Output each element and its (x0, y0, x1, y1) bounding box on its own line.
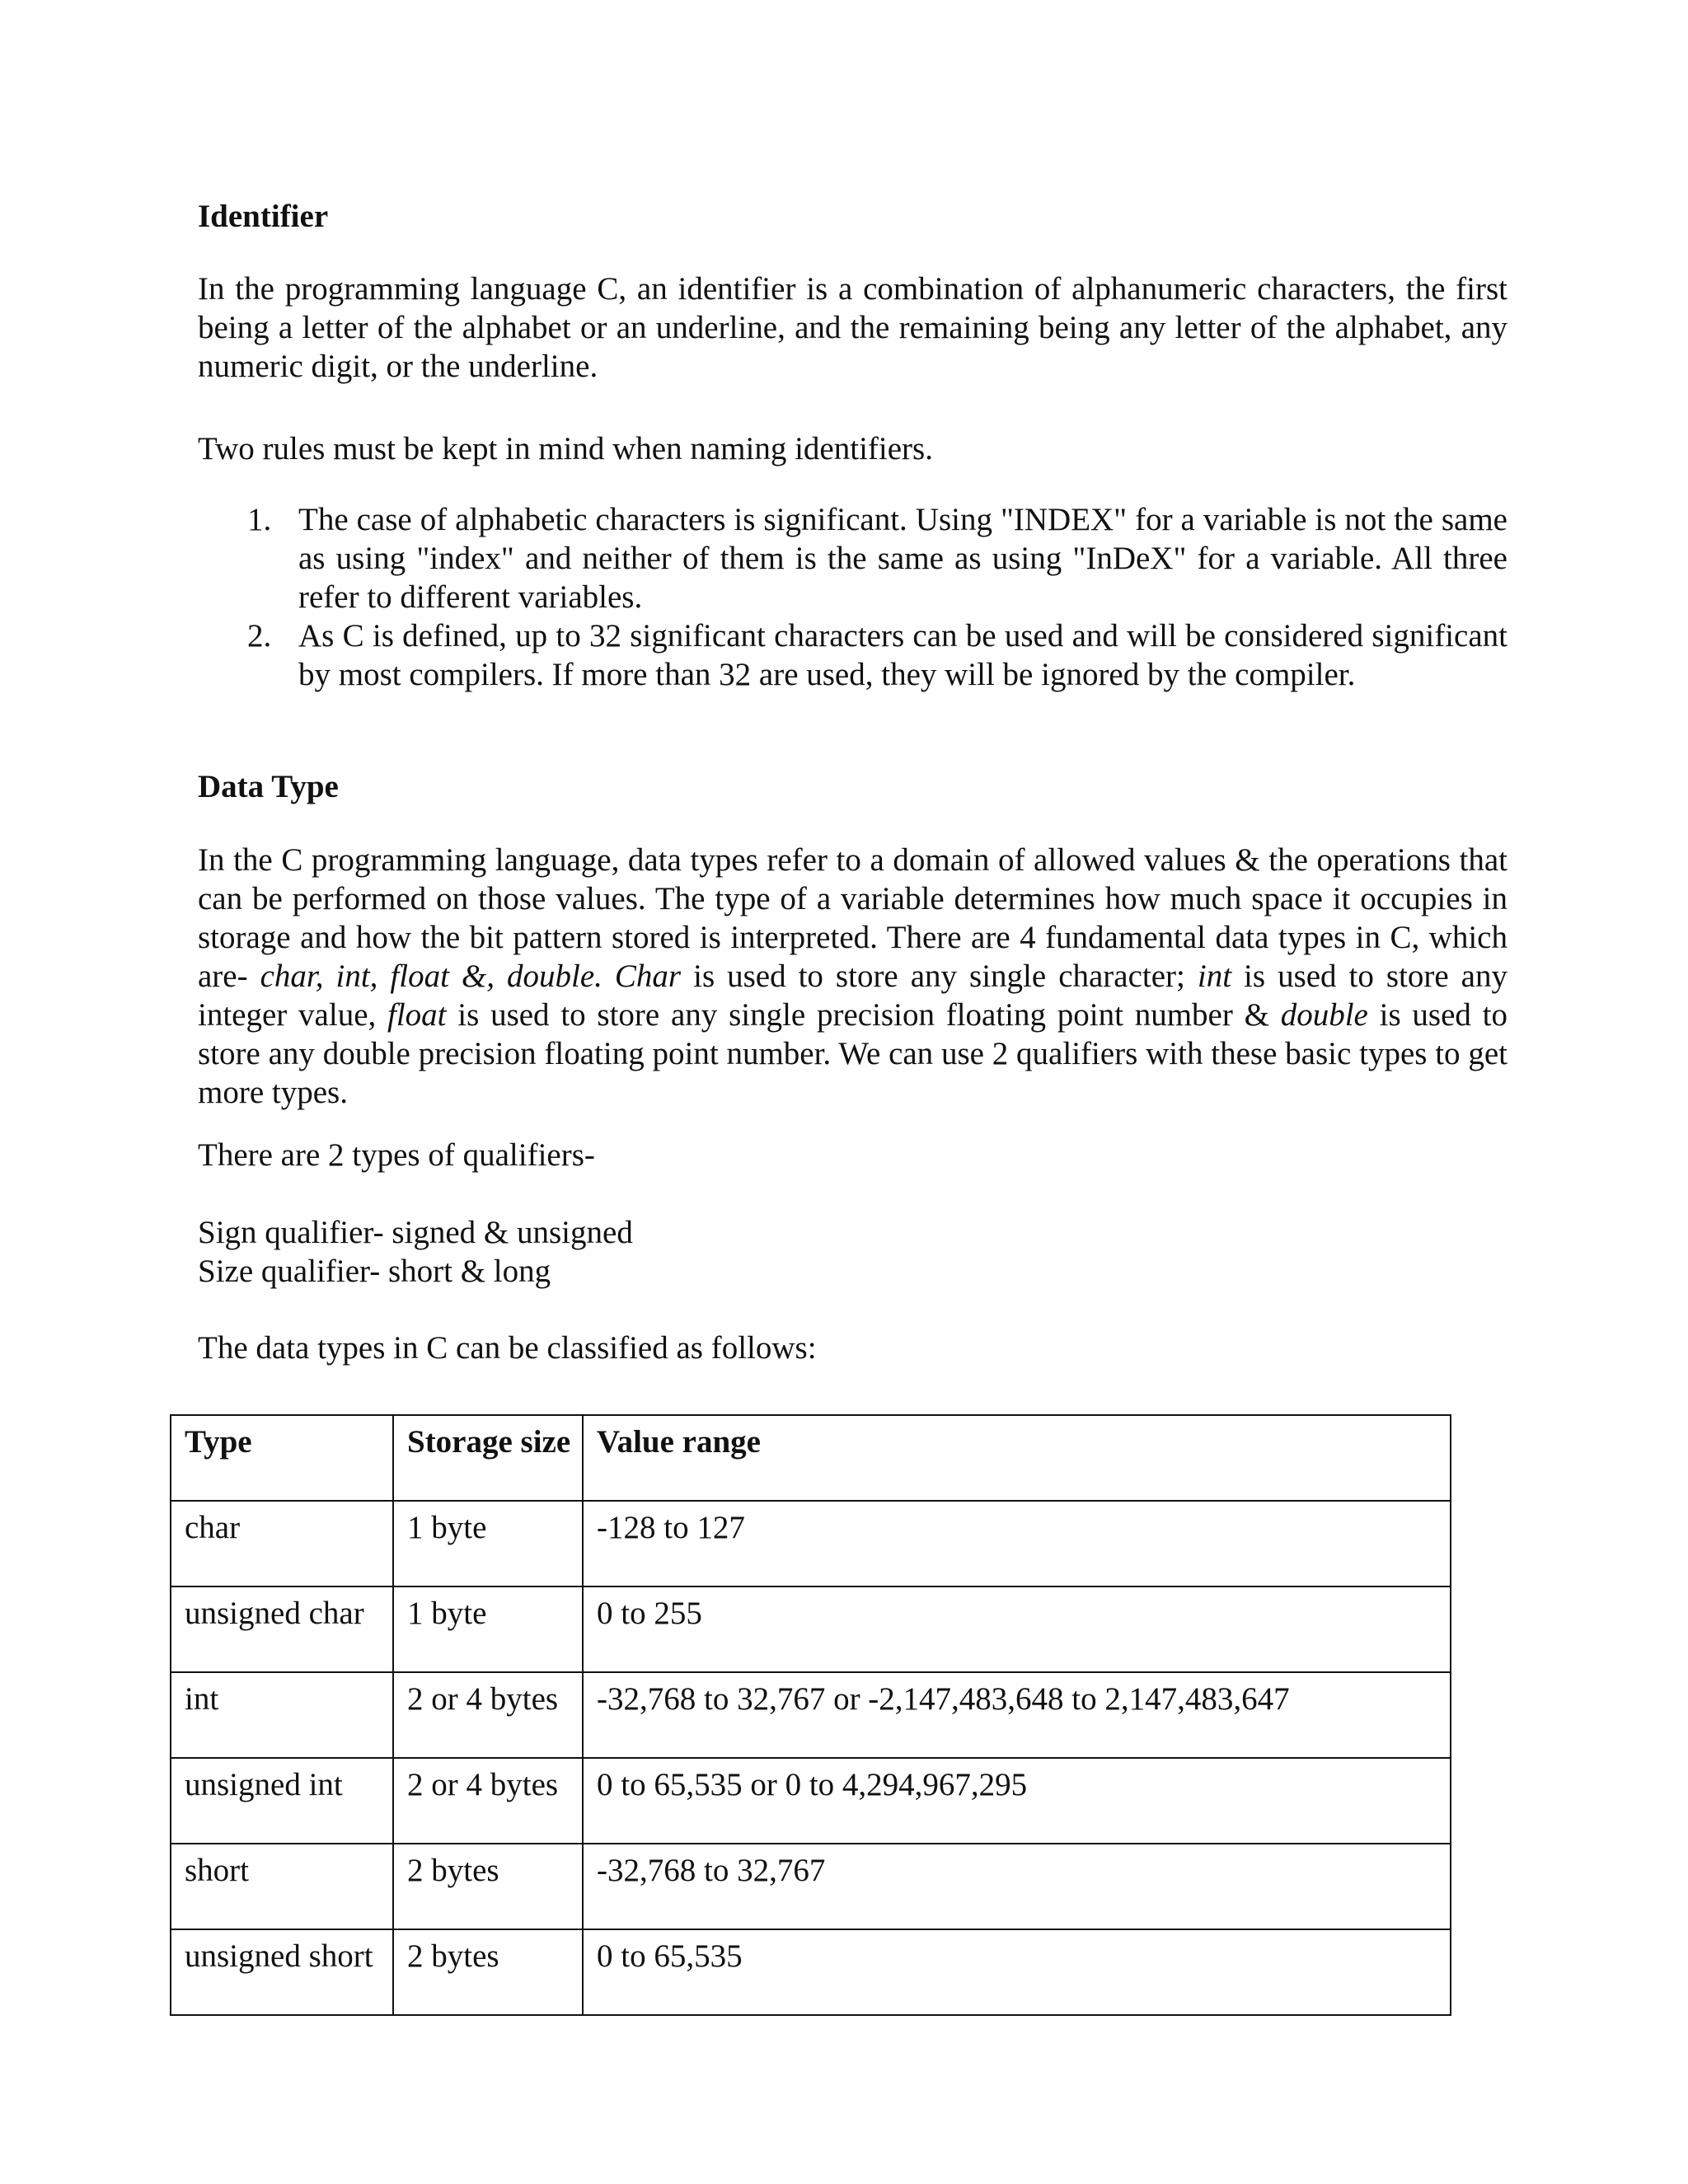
rules-list (198, 500, 1507, 694)
cell-storage-size: 1 byte (393, 1501, 583, 1586)
table-intro: The data types in C can be classified as follows: (198, 1330, 817, 1366)
rule-number: 1. (247, 502, 272, 537)
cell-value-range: 0 to 255 (583, 1586, 1451, 1672)
cell-type: char (171, 1501, 393, 1586)
cell-type: short (171, 1844, 393, 1929)
rule-item (198, 616, 1507, 694)
identifier-heading: Identifier (198, 199, 329, 234)
sign-qualifier-line: Sign qualifier- signed & unsigned (198, 1215, 633, 1250)
rules-intro: Two rules must be kept in mind when naming identifiers. (198, 431, 933, 466)
column-header-storage-size: Storage size (393, 1415, 583, 1501)
paragraph-text: is used to store any single character; (681, 958, 1198, 994)
column-header-value-range: Value range (583, 1415, 1451, 1501)
column-header-type: Type (171, 1415, 393, 1501)
paragraph-text: is used to store any double precision floating point number. We can use 2 qualifiers with these basic types to get more types. (198, 997, 1508, 1110)
table-header-row (171, 1415, 1451, 1501)
data-type-heading: Data Type (198, 769, 339, 804)
table-row (171, 1758, 1451, 1844)
data-types-table (170, 1414, 1451, 2016)
cell-storage-size: 2 bytes (393, 1929, 583, 2015)
rule-text: The case of alphabetic characters is significant. Using "INDEX" for a variable is not the same as using "index" and neither of them is the same as using "InDeX" for a variable. All three refer to different variables. (298, 502, 1507, 615)
cell-value-range: -32,768 to 32,767 (583, 1844, 1451, 1929)
int-italic: int (1197, 958, 1232, 994)
paragraph-text: In the C programming language, data types refer to a domain of allowed values & the operations that can be performed on those values. The type of a variable determines how much space it occupies in storage and how the bit pattern stored is interpreted. There are 4 fundamental data types in C, which are- (198, 842, 1507, 994)
table-row (171, 1501, 1451, 1586)
paragraph-text: is used to store any single precision floating point number & (446, 997, 1281, 1033)
cell-value-range: 0 to 65,535 or 0 to 4,294,967,295 (583, 1758, 1451, 1844)
size-qualifier-line: Size qualifier- short & long (198, 1254, 551, 1289)
rule-text: As C is defined, up to 32 significant characters can be used and will be considered significant by most compilers. If more than 32 are used, they will be ignored by the compiler. (298, 618, 1507, 692)
cell-type: unsigned char (171, 1586, 393, 1672)
float-italic: float (387, 997, 447, 1033)
table-row (171, 1586, 1451, 1672)
table-row (171, 1672, 1451, 1758)
identifier-paragraph: In the programming language C, an identifier is a combination of alphanumeric characters, the first being a letter of the alphabet or an underline, and the remaining being any letter of the alphabet, any numeric digit, or the underline. (198, 271, 1507, 384)
qualifiers-intro: There are 2 types of qualifiers- (198, 1137, 595, 1173)
cell-value-range: -32,768 to 32,767 or -2,147,483,648 to 2,147,483,647 (583, 1672, 1451, 1758)
table-row (171, 1844, 1451, 1929)
types-list-italic: char, int, float &, double. (260, 958, 603, 994)
cell-type: unsigned short (171, 1929, 393, 2015)
cell-storage-size: 2 or 4 bytes (393, 1758, 583, 1844)
cell-storage-size: 2 or 4 bytes (393, 1672, 583, 1758)
cell-type: unsigned int (171, 1758, 393, 1844)
paragraph-text: is used to store any integer value, (198, 958, 1507, 1033)
cell-value-range: 0 to 65,535 (583, 1929, 1451, 2015)
cell-storage-size: 2 bytes (393, 1844, 583, 1929)
cell-type: int (171, 1672, 393, 1758)
char-italic: Char (614, 958, 682, 994)
rule-item (198, 500, 1507, 616)
table-row (171, 1929, 1451, 2015)
cell-value-range: -128 to 127 (583, 1501, 1451, 1586)
double-italic: double (1280, 997, 1368, 1033)
data-type-paragraph (198, 841, 1507, 1112)
rule-number: 2. (247, 618, 272, 654)
cell-storage-size: 1 byte (393, 1586, 583, 1672)
